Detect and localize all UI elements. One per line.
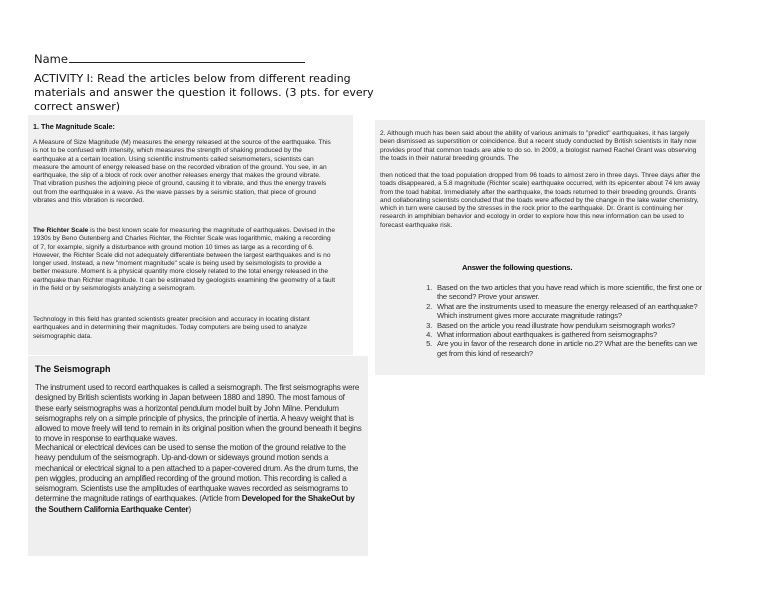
- activity-instructions: ACTIVITY I: Read the articles below from different reading materials and answer the question it follows. (3 pts. for every correct answer): [34, 72, 374, 113]
- questions-heading: Answer the following questions.: [462, 263, 573, 272]
- question-text: Are you in favor of the research done in article no.2? What are the benefits can we get from this kind of research?: [437, 339, 698, 358]
- question-item: [418, 302, 708, 321]
- question-number: 1.: [426, 283, 432, 292]
- question-number: 5.: [426, 339, 432, 349]
- seismograph-paragraph-1: The instrument used to record earthquakes is called a seismograph. The first seismographs were designed by British scientists working in Japan between 1880 and 1890. The most famous of these early seismographs was a horizontal pendulum model built by John Milne. Pendulum seismographs rely on a simple principle of physics, the principle of inertia. A heavy weight that is allowed to move freely will tend to remain in its original position when the ground beneath it begins to move in response to earthquake waves.: [35, 383, 362, 444]
- magnitude-heading: 1. The Magnitude Scale:: [33, 122, 115, 131]
- toad-article-paragraph-1: 2. Although much has been said about the ability of various animals to "predict" earthquakes, it has largely been dismissed as superstition or coincidence. But a recent study conducted by British scientists in Italy now provides proof that common toads are able to do so. In 2009, a biologist named Rachel Grant was observing the toads in their natural breeding grounds. The: [380, 130, 697, 162]
- question-item: [418, 330, 708, 339]
- name-blank-line[interactable]: [69, 52, 305, 63]
- question-number: 4.: [426, 330, 432, 340]
- seismograph-paragraph-2-text: Mechanical or electrical devices can be used to sense the motion of the ground relative to the heavy pendulum of the seismograph. Up-and-down or sideways ground motion sends a mechanical or electrical signal to a pen attached to a paper-covered drum. As the drum turns, the pen wiggles, producing an amplified recording of the ground motion. This recording is called a seismogram. Scientists use the amplitudes of earthquake waves recorded as seismograms to determine the magnitude ratings of earthquakes. (Article from: [35, 443, 359, 504]
- question-number: 3.: [426, 320, 432, 330]
- question-item: [418, 339, 708, 358]
- seismograph-paragraph-2: [35, 443, 362, 515]
- question-text: What are the instruments used to measure the energy released of an earthquake? Which instrument gives more accurate magnitude ratings?: [437, 301, 698, 321]
- question-item: [418, 321, 708, 330]
- question-text: Based on the article you read illustrate how pendulum seismograph works?: [437, 320, 676, 330]
- article-source: Developed for the ShakeOut by the Southern California Earthquake Center: [35, 494, 355, 514]
- toad-article-paragraph-2: then noticed that the toad population dropped from 96 toads to almost zero in three days. Three days after the toads disappeared, a 5.8 magnitude (Richter scale) earthquake occurred, with its epicenter about 74 km away from the toad habitat. Immediately after the earthquake, the toads returned to their breeding grounds. Grants and collaborating scientists concluded that the toads were affected by the change in the lake water chemistry, which in turn were caused by the stresses in the rock prior to the earthquake. Dr. Grant is continuing her research in amphibian behavior and ecology in order to explore how this new information can be used to forecast earthquake risk.: [380, 172, 701, 229]
- question-text: What information about earthquakes is gathered from seismographs?: [437, 330, 658, 340]
- richter-scale-term: The Richter Scale: [33, 227, 89, 234]
- seismograph-heading: The Seismograph: [35, 364, 111, 374]
- magnitude-paragraph-3: Technology in this field has granted scientists greater precision and accuracy in locating distant earthquakes and in determining their magnitudes. Today computers are being used to analyze seismographic data.: [33, 316, 310, 340]
- question-text: Based on the two articles that you have read which is more scientific, the first one or the second? Prove your answer.: [437, 283, 702, 302]
- name-label: Name: [34, 52, 68, 66]
- source-close: ): [188, 504, 191, 514]
- magnitude-paragraph-1: A Measure of Size Magnitude (M) measures the energy released at the source of the earthquake. This is not to be confused with intensity, which measures the strength of shaking produced by the earthquake at a certain location. Using scientific instruments called seismometers, scientists can measure the amount of energy released base on the recorded vibration of the ground. You see, in an earthquake, the slip of a block of rock over another releases energy that makes the ground vibrate. That vibration pushes the adjoining piece of ground, causing it to vibrate, and thus the energy travels out from the earthquake in a wave. As the wave passes by a seismic station, that piece of ground vibrates and this vibration is recorded.: [33, 139, 331, 205]
- question-number: 2.: [426, 301, 432, 311]
- magnitude-paragraph-2: [33, 227, 336, 293]
- richter-scale-text: is the best known scale for measuring the magnitude of earthquakes. Devised in the 1930s by Beno Gutenberg and Charles Richter, the Richter Scale was logarithmic, making a recording of 7, for example, signify a disturbance with ground motion 10 times as large as a recording of 6. However, the Richter Scale did not adequately differentiate between the largest earthquakes and is no longer used. Instead, a new "moment magnitude" scale is being used by seismologists to provide a better measure. Moment is a physical quantity more closely related to the total energy released in the earthquake than Richter magnitude. It can be estimated by geologists examining the geometry of a fault in the field or by seismologists analyzing a seismogram.: [33, 227, 336, 293]
- question-item: [418, 283, 708, 302]
- name-field[interactable]: [34, 52, 305, 66]
- questions-list: [418, 283, 708, 358]
